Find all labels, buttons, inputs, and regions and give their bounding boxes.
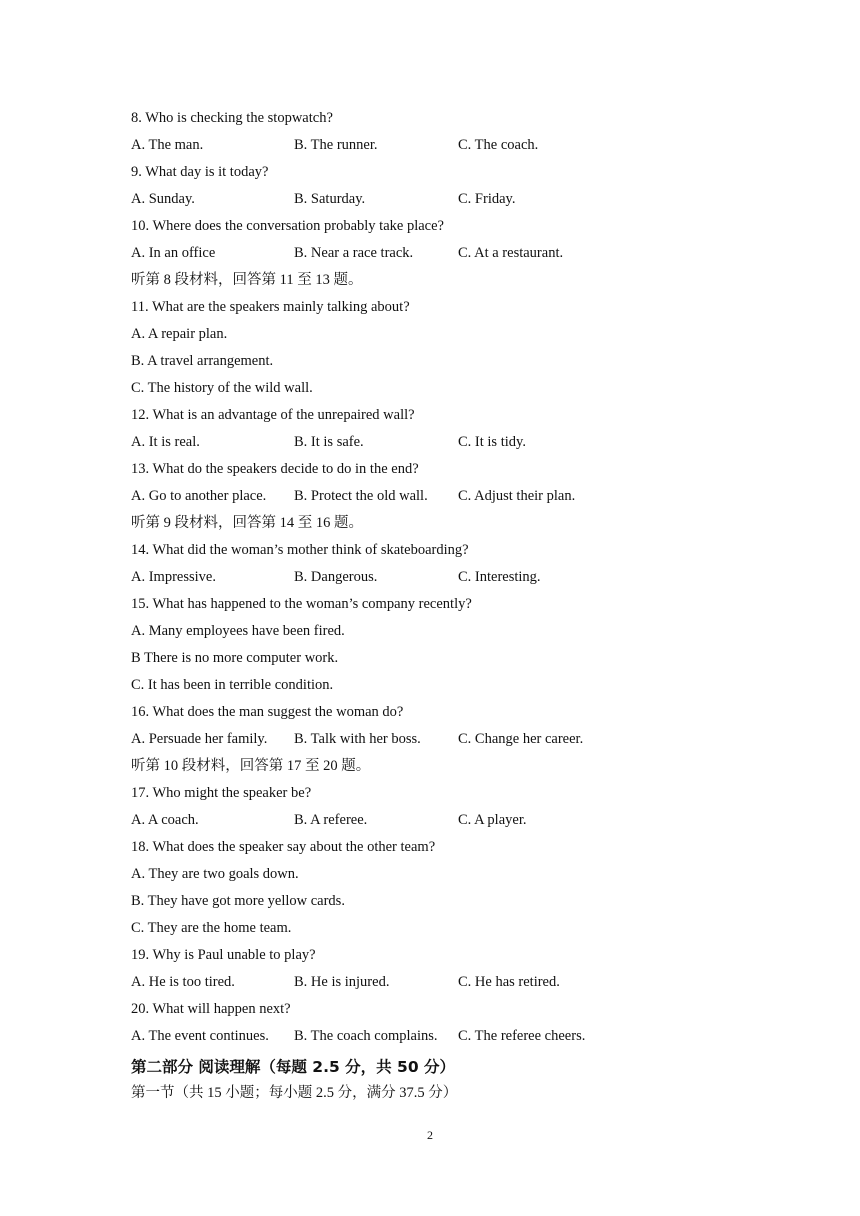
option-b: B. Dangerous. [294, 569, 378, 585]
option-a: A. Many employees have been fired. [131, 623, 345, 639]
question-9-options [131, 189, 731, 216]
option-a: A. The man. [131, 137, 204, 153]
question-17: 17. Who might the speaker be? [131, 785, 312, 801]
option-c: C. Adjust their plan. [458, 488, 576, 504]
question-20: 20. What will happen next? [131, 1001, 291, 1017]
question-19-options [131, 972, 731, 999]
question-13: 13. What do the speakers decide to do in the end? [131, 461, 419, 477]
option-a: A. A repair plan. [131, 326, 228, 342]
option-c: C. They are the home team. [131, 920, 292, 936]
question-8-options [131, 135, 731, 162]
option-b: B. They have got more yellow cards. [131, 893, 345, 909]
question-20-options [131, 1026, 731, 1053]
option-b: B. Protect the old wall. [294, 488, 428, 504]
question-12-options [131, 432, 731, 459]
option-a: A. Go to another place. [131, 488, 267, 504]
question-14-options [131, 567, 731, 594]
option-a: A. The event continues. [131, 1028, 269, 1044]
page-number: 2 [427, 1128, 433, 1142]
option-b: B. It is safe. [294, 434, 364, 450]
option-c: C. The referee cheers. [458, 1028, 586, 1044]
option-a: A. Sunday. [131, 191, 195, 207]
question-9: 9. What day is it today? [131, 164, 269, 180]
option-a: A. Impressive. [131, 569, 216, 585]
option-c: C. A player. [458, 812, 527, 828]
option-c: C. The coach. [458, 137, 539, 153]
question-11: 11. What are the speakers mainly talking about? [131, 299, 410, 315]
option-a: A. It is real. [131, 434, 200, 450]
option-c: C. Friday. [458, 191, 516, 207]
option-a: A. He is too tired. [131, 974, 235, 990]
instruction-segment-9: 听第 9 段材料，回答第 14 至 16 题。 [131, 515, 363, 531]
option-c: C. He has retired. [458, 974, 560, 990]
option-c: C. Change her career. [458, 731, 584, 747]
question-8: 8. Who is checking the stopwatch? [131, 110, 333, 126]
option-a: A. A coach. [131, 812, 199, 828]
option-b: B. Talk with her boss. [294, 731, 421, 747]
question-16-options [131, 729, 731, 756]
question-19: 19. Why is Paul unable to play? [131, 947, 316, 963]
option-b: B. A travel arrangement. [131, 353, 274, 369]
option-b: B. Saturday. [294, 191, 366, 207]
question-18: 18. What does the speaker say about the other team? [131, 839, 436, 855]
option-a: A. They are two goals down. [131, 866, 299, 882]
option-c: C. At a restaurant. [458, 245, 564, 261]
question-16: 16. What does the man suggest the woman do? [131, 704, 404, 720]
question-10-options [131, 243, 731, 270]
option-c: C. Interesting. [458, 569, 541, 585]
option-c: C. The history of the wild wall. [131, 380, 313, 396]
option-b: B. He is injured. [294, 974, 390, 990]
option-b: B. The runner. [294, 137, 378, 153]
option-b: B. Near a race track. [294, 245, 414, 261]
option-b: B. A referee. [294, 812, 368, 828]
instruction-segment-8: 听第 8 段材料，回答第 11 至 13 题。 [131, 272, 363, 288]
instruction-segment-10: 听第 10 段材料，回答第 17 至 20 题。 [131, 758, 371, 774]
question-15: 15. What has happened to the woman’s company recently? [131, 596, 472, 612]
question-13-options [131, 486, 731, 513]
option-a: A. Persuade her family. [131, 731, 268, 747]
section-2-subheading: 第一节（共 15 小题；每小题 2.5 分，满分 37.5 分） [131, 1085, 458, 1101]
option-c: C. It is tidy. [458, 434, 526, 450]
question-17-options [131, 810, 731, 837]
question-14: 14. What did the woman’s mother think of skateboarding? [131, 542, 469, 558]
option-c: C. It has been in terrible condition. [131, 677, 334, 693]
option-b: B. The coach complains. [294, 1028, 438, 1044]
section-2-heading: 第二部分 阅读理解（每题 2.5 分，共 50 分） [131, 1058, 456, 1076]
question-12: 12. What is an advantage of the unrepaired wall? [131, 407, 415, 423]
question-10: 10. Where does the conversation probably take place? [131, 218, 444, 234]
option-b: B There is no more computer work. [131, 650, 339, 666]
option-a: A. In an office [131, 245, 216, 261]
question-list [131, 108, 731, 1109]
